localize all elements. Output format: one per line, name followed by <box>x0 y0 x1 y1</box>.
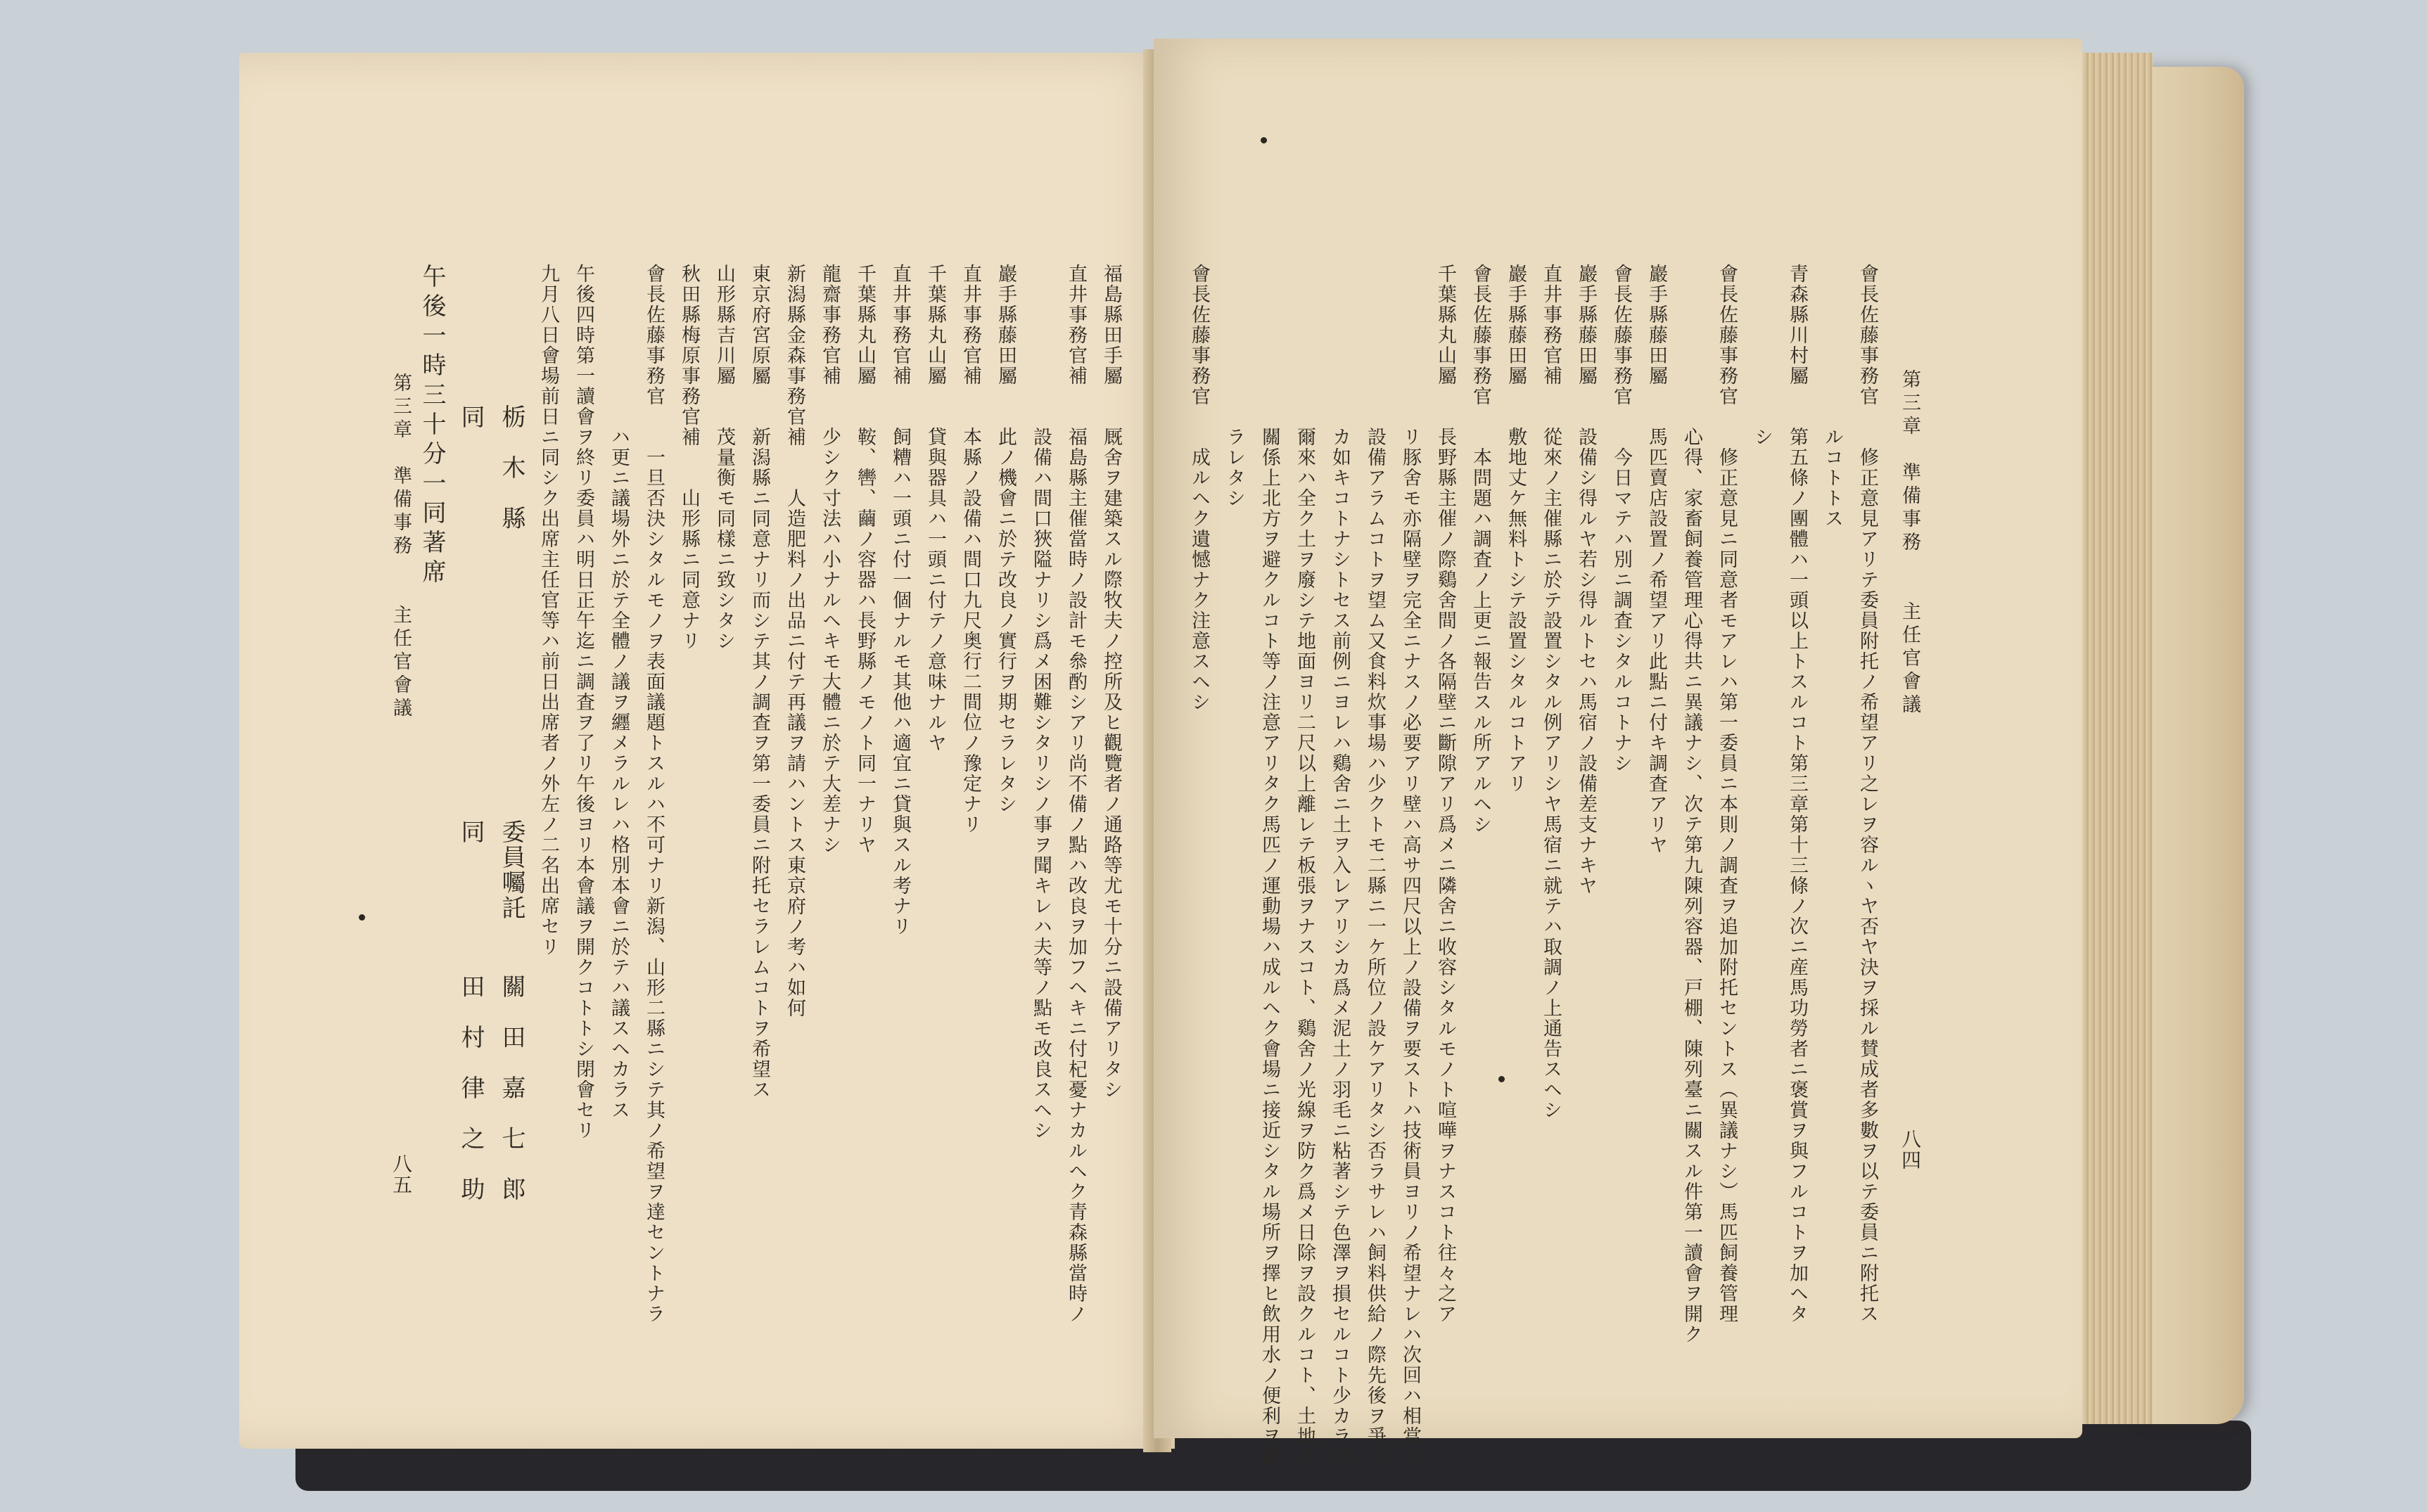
attendee-name: 田 村 律 之 助 <box>457 974 485 1202</box>
left-closing-line: 午後一時三十分一同著席 <box>418 264 446 589</box>
right-page-number: 八四 <box>1899 1129 1922 1171</box>
body-line: カ如キコトナシトセス前例ニヨレハ鷄舍ニ土ヲ入レアリシカ爲メ泥土ノ羽毛ニ粘著シテ色澤ヲ損セルコト少カラス <box>1329 264 1351 1467</box>
body-line: 巖手縣藤田屬 此ノ機會ニ於テ改良ノ實行ヲ期セラレタシ <box>995 264 1017 814</box>
body-line: 直井事務官補 福島縣主催當時ノ設計モ叅酌シアリ尚不備ノ點ハ改良ヲ加フヘキニ付杞憂ナカルヘク青森縣當時ノ <box>1065 264 1087 1324</box>
body-line: 千葉縣丸山屬 長野縣主催ノ際鷄舍間ノ各隔壁ニ斷隙アリ爲メニ隣舍ニ收容シタルモノト喧嘩ヲナスコト往々之ア <box>1434 264 1456 1324</box>
body-line: リ豚舍モ亦隔壁ヲ完全ニナスノ必要アリ壁ハ高サ四尺以上ノ設備ヲ要ストハ技術員ヨリノ希望ナレハ次回ハ相當ノ <box>1399 264 1421 1467</box>
body-line: 會長佐藤事務官 今日マテハ別ニ調査シタルコトナシ <box>1610 264 1632 774</box>
attendee-role: 委員囑託 <box>497 819 525 921</box>
right-page <box>1154 39 2082 1467</box>
body-line: 巖手縣藤田屬 敷地丈ケ無料トシテ設置シタルコトアリ <box>1505 264 1527 794</box>
body-line: 爾來ハ全ク土ヲ廢シテ地面ヨリ二尺以上離レテ板張ヲナスコト、鷄舍ノ光線ヲ防ク爲メ日除ヲ設クルコト、土地ノ <box>1294 264 1316 1467</box>
ink-dot <box>359 914 365 921</box>
ink-dot <box>1261 137 1267 143</box>
body-line: 會長佐藤事務官 修正意見アリテ委員附托ノ希望アリ之レヲ容ルヽヤ否ヤ決ヲ採ル賛成者多數ヲ以テ委員ニ附托ス <box>1856 264 1878 1324</box>
body-line: ハ更ニ議場外ニ於テ全體ノ議ヲ纒メラルレハ格別本會ニ於テハ議スヘカラス <box>608 264 630 1120</box>
body-line: 千葉縣丸山屬 貸與器具ハ一頭ニ付テノ意味ナルヤ <box>924 264 946 753</box>
body-line: 巖手縣藤田屬 設備シ得ルヤ若シ得ルトセハ馬宿ノ設備差支ナキヤ <box>1575 264 1597 896</box>
body-line: 關係上北方ヲ避クルコト等ノ注意アリタク馬匹ノ運動場ハ成ルヘク會場ニ接近シタル場所ヲ擇ヒ飲用水ノ便利ヲ計 <box>1259 264 1280 1467</box>
body-line: 新潟縣金森事務官補 人造肥料ノ出品ニ付テ再議ヲ請ハントス東京府ノ考ハ如何 <box>784 264 805 1018</box>
body-line: 直井事務官補 從來ノ主催縣ニ於テ設置シタル例アリシヤ馬宿ニ就テハ取調ノ上通告スヘシ <box>1540 264 1562 1120</box>
body-line: 會長佐藤事務官 成ルヘク遺憾ナク注意スヘシ <box>1188 264 1210 712</box>
body-line: 山形縣吉川屬 茂量衡モ同樣ニ致シタシ <box>713 264 735 651</box>
body-line: 設備アラムコトヲ望ム又食料炊事場ハ少クトモ二縣ニ一ケ所位ノ設ケアリタシ否ラサレハ飼料供給ノ際先後ヲ爭フ <box>1364 264 1386 1467</box>
attendee-pref: 栃 木 縣 <box>497 404 525 531</box>
body-line: 巖手縣藤田屬 馬匹賣店設置ノ希望アリ此點ニ付キ調査アリヤ <box>1645 264 1667 855</box>
attendee-role: 同 <box>457 819 485 845</box>
body-line: 福島縣田手屬 厩舍ヲ建築スル際牧夫ノ控所及ヒ觀覽者ノ通路等尤モ十分ニ設備アリタシ <box>1100 264 1122 1100</box>
right-running-header: 第三章 準備事務 主任官會議 <box>1899 369 1920 717</box>
body-line: 心得、家畜飼養管理心得共ニ異議ナシ、次テ第九陳列容器、戸棚、陳列臺ニ關スル件第一讀會ヲ開ク <box>1681 264 1702 1345</box>
body-line: 直井事務官補 本縣ノ設備ハ間口九尺奥行二間位ノ豫定ナリ <box>960 264 981 835</box>
body-line: 東京府宮原屬 新潟縣ニ同意ナリ而シテ其ノ調査ヲ第一委員ニ附托セラレムコトヲ希望ス <box>749 264 770 1100</box>
body-line: 青森縣川村屬 第五條ノ團體ハ一頭以上トスルコト第三章第十三條ノ次ニ産馬功勞者ニ褒賞ヲ與フルコトヲ加ヘタ <box>1786 264 1808 1324</box>
body-line: 會長佐藤事務官 本問題ハ調査ノ上更ニ報告スル所アルヘシ <box>1470 264 1491 835</box>
body-line: 千葉縣丸山屬 鞍、轡、繭ノ容器ハ長野縣ノモノト同一ナリヤ <box>854 264 876 855</box>
body-line: シ <box>1751 264 1773 447</box>
left-page <box>239 53 1175 1449</box>
body-line: 設備ハ間口狹隘ナリシ爲メ困難シタリシノ事ヲ聞キレハ夫等ノ點モ改良スヘシ <box>1030 264 1052 1141</box>
body-line: 九月八日會場前日ニ同シク出席主任官等ハ前日出席者ノ外左ノ二名出席セリ <box>537 264 559 957</box>
body-line: 秋田縣梅原事務官補 山形縣ニ同意ナリ <box>678 264 700 651</box>
body-line: 會長佐藤事務官 修正意見ニ同意者モアレハ第一委員ニ本則ノ調査ヲ追加附托セントス（異議ナシ）馬匹飼養管理 <box>1716 264 1738 1324</box>
body-line: 直井事務官補 飼糟ハ一頭ニ付一個ナルモ其他ハ適宜ニ貸與スル考ナリ <box>889 264 911 937</box>
body-line: 龍齋事務官補 少シク寸法ハ小ナルヘキモ大體ニ於テ大差ナシ <box>819 264 841 855</box>
body-line: ルコトトス <box>1821 264 1843 529</box>
left-running-header: 第三章 準備事務 主任官會議 <box>390 373 412 721</box>
left-page-number: 八五 <box>390 1153 413 1196</box>
body-line: 午後四時第一讀會ヲ終リ委員ハ明日正午迄ニ調査ヲ了リ午後ヨリ本會議ヲ開クコトトシ閉會セリ <box>573 264 594 1141</box>
body-line: 會長佐藤事務官 一旦否決シタルモノヲ表面議題トスルハ不可ナリ新潟、山形二縣ニシテ其ノ希望ヲ達セントナラ <box>643 264 665 1324</box>
attendee-pref: 同 <box>457 404 485 430</box>
attendee-name: 關 田 嘉 七 郎 <box>497 974 525 1202</box>
book-cover-edge <box>2139 67 2244 1424</box>
body-line: ラレタシ <box>1223 264 1245 508</box>
ink-dot <box>1498 1076 1505 1082</box>
